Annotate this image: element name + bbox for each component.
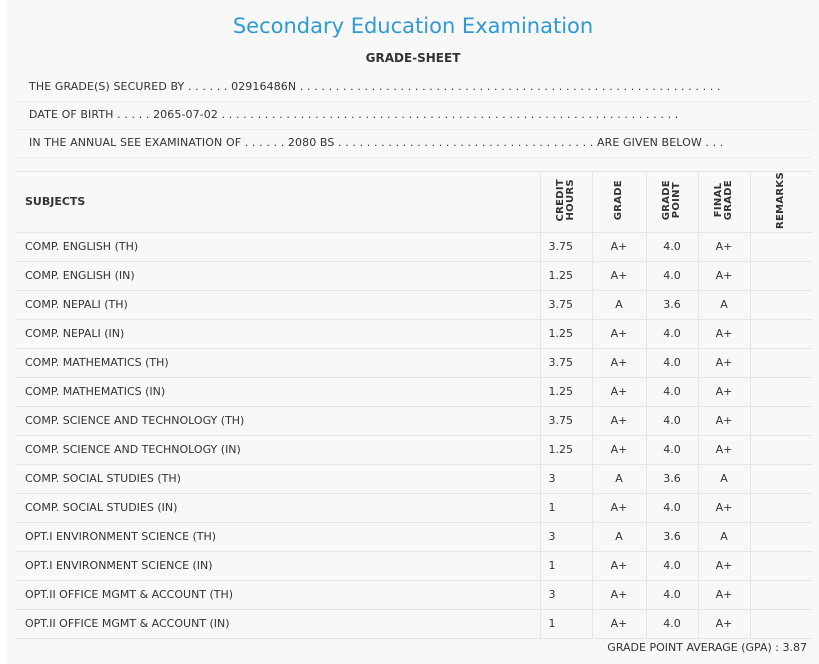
- grade-cell: A+: [592, 348, 646, 377]
- subject-cell: COMP. ENGLISH (IN): [15, 261, 540, 290]
- grade-cell: A+: [592, 319, 646, 348]
- final-grade-cell: A: [698, 522, 750, 551]
- grade-cell: A+: [592, 609, 646, 638]
- grade-point-cell: 4.0: [646, 261, 698, 290]
- remarks-cell: [750, 464, 812, 493]
- grade-cell: A+: [592, 551, 646, 580]
- remarks-cell: [750, 290, 812, 319]
- grade-point-cell: 4.0: [646, 551, 698, 580]
- divider: [15, 129, 812, 130]
- subject-cell: COMP. SOCIAL STUDIES (IN): [15, 493, 540, 522]
- subject-cell: COMP. SOCIAL STUDIES (TH): [15, 464, 540, 493]
- credit-hours-cell: 1.25: [540, 377, 592, 406]
- remarks-cell: [750, 377, 812, 406]
- header-gp-point-text: POINT: [671, 182, 682, 219]
- grade-point-cell: 4.0: [646, 609, 698, 638]
- table-row: [15, 435, 812, 464]
- grade-cell: A: [592, 464, 646, 493]
- header-hours-text: HOURS: [565, 179, 576, 222]
- table-row: [15, 551, 812, 580]
- subject-cell: COMP. NEPALI (IN): [15, 319, 540, 348]
- grade-cell: A+: [592, 406, 646, 435]
- grades-table: [15, 171, 812, 639]
- grade-point-cell: 4.0: [646, 377, 698, 406]
- divider: [15, 157, 812, 158]
- grade-cell: A+: [592, 232, 646, 261]
- final-grade-cell: A+: [698, 377, 750, 406]
- subject-cell: OPT.I ENVIRONMENT SCIENCE (IN): [15, 551, 540, 580]
- subject-cell: COMP. MATHEMATICS (TH): [15, 348, 540, 377]
- final-grade-cell: A+: [698, 609, 750, 638]
- grade-point-cell: 3.6: [646, 464, 698, 493]
- final-grade-cell: A: [698, 290, 750, 319]
- header-gp-grade-text: GRADE: [661, 180, 672, 221]
- subject-cell: OPT.I ENVIRONMENT SCIENCE (TH): [15, 522, 540, 551]
- table-header-row: [15, 172, 812, 233]
- table-row: [15, 232, 812, 261]
- remarks-cell: [750, 261, 812, 290]
- final-grade-cell: A+: [698, 261, 750, 290]
- table-row: [15, 261, 812, 290]
- credit-hours-cell: 3.75: [540, 290, 592, 319]
- credit-hours-cell: 1.25: [540, 319, 592, 348]
- date-of-birth-line: DATE OF BIRTH . . . . . 2065-07-02 . . . . . . . . . . . . . . . . . . . . . . . . . . . . . . . . . . . . . . . . . . . . . . . . . . . . . . . . . . . . . . . .: [29, 108, 679, 121]
- grade-point-cell: 4.0: [646, 348, 698, 377]
- grade-cell: A: [592, 522, 646, 551]
- credit-hours-cell: 3: [540, 464, 592, 493]
- header-grade-point: [646, 172, 698, 233]
- credit-hours-cell: 1: [540, 551, 592, 580]
- secured-by-line: THE GRADE(S) SECURED BY . . . . . . 02916486N . . . . . . . . . . . . . . . . . . . . . . . . . . . . . . . . . . . . . . . . . . . . . . . . . . . . . . . . . . .: [29, 80, 721, 93]
- table-row: [15, 319, 812, 348]
- grade-point-cell: 3.6: [646, 290, 698, 319]
- credit-hours-cell: 3.75: [540, 406, 592, 435]
- header-subjects: SUBJECTS: [15, 172, 540, 233]
- final-grade-cell: A+: [698, 551, 750, 580]
- credit-hours-cell: 1: [540, 493, 592, 522]
- remarks-cell: [750, 319, 812, 348]
- grade-cell: A+: [592, 261, 646, 290]
- subject-cell: COMP. SCIENCE AND TECHNOLOGY (IN): [15, 435, 540, 464]
- grade-point-cell: 4.0: [646, 493, 698, 522]
- table-row: [15, 348, 812, 377]
- header-final-grade-text: GRADE: [723, 180, 734, 221]
- remarks-cell: [750, 232, 812, 261]
- table-row: [15, 580, 812, 609]
- final-grade-cell: A+: [698, 435, 750, 464]
- grade-cell: A+: [592, 580, 646, 609]
- final-grade-cell: A: [698, 464, 750, 493]
- remarks-cell: [750, 609, 812, 638]
- divider: [15, 101, 812, 102]
- remarks-cell: [750, 406, 812, 435]
- table-row: [15, 522, 812, 551]
- subject-cell: COMP. MATHEMATICS (IN): [15, 377, 540, 406]
- grade-cell: A+: [592, 493, 646, 522]
- table-row: [15, 406, 812, 435]
- final-grade-cell: A+: [698, 406, 750, 435]
- table-row: [15, 464, 812, 493]
- remarks-cell: [750, 493, 812, 522]
- grade-point-cell: 4.0: [646, 406, 698, 435]
- page-title: Secondary Education Examination: [232, 14, 594, 38]
- subject-cell: COMP. NEPALI (TH): [15, 290, 540, 319]
- header-final-text: FINAL: [713, 183, 724, 218]
- grade-point-cell: 4.0: [646, 435, 698, 464]
- final-grade-cell: A+: [698, 580, 750, 609]
- credit-hours-cell: 3: [540, 580, 592, 609]
- remarks-cell: [750, 435, 812, 464]
- grade-cell: A+: [592, 377, 646, 406]
- page-subtitle: GRADE-SHEET: [365, 51, 461, 65]
- table-row: [15, 377, 812, 406]
- subject-cell: COMP. SCIENCE AND TECHNOLOGY (TH): [15, 406, 540, 435]
- credit-hours-cell: 3.75: [540, 232, 592, 261]
- credit-hours-cell: 1: [540, 609, 592, 638]
- grade-point-cell: 3.6: [646, 522, 698, 551]
- table-row: [15, 493, 812, 522]
- header-final-grade: [698, 172, 750, 233]
- header-grade-text: GRADE: [613, 180, 624, 221]
- credit-hours-cell: 1.25: [540, 435, 592, 464]
- header-remarks: [750, 172, 812, 233]
- remarks-cell: [750, 580, 812, 609]
- grade-cell: A+: [592, 435, 646, 464]
- grade-point-cell: 4.0: [646, 232, 698, 261]
- table-row: [15, 609, 812, 638]
- exam-line: IN THE ANNUAL SEE EXAMINATION OF . . . . . . 2080 BS . . . . . . . . . . . . . . . . . . . . . . . . . . . . . . . . . . . . ARE GIVEN BELOW . . .: [29, 136, 724, 149]
- subject-cell: COMP. ENGLISH (TH): [15, 232, 540, 261]
- final-grade-cell: A+: [698, 319, 750, 348]
- header-credit-hours: [540, 172, 592, 233]
- grade-point-cell: 4.0: [646, 319, 698, 348]
- credit-hours-cell: 1.25: [540, 261, 592, 290]
- table-row: [15, 290, 812, 319]
- subject-cell: OPT.II OFFICE MGMT & ACCOUNT (TH): [15, 580, 540, 609]
- gpa-summary: GRADE POINT AVERAGE (GPA) : 3.87: [607, 641, 807, 654]
- subject-cell: OPT.II OFFICE MGMT & ACCOUNT (IN): [15, 609, 540, 638]
- credit-hours-cell: 3.75: [540, 348, 592, 377]
- remarks-cell: [750, 348, 812, 377]
- final-grade-cell: A+: [698, 493, 750, 522]
- final-grade-cell: A+: [698, 348, 750, 377]
- credit-hours-cell: 3: [540, 522, 592, 551]
- final-grade-cell: A+: [698, 232, 750, 261]
- header-remarks-text: REMARKS: [775, 172, 787, 229]
- header-credit-text: CREDIT: [555, 179, 566, 222]
- remarks-cell: [750, 551, 812, 580]
- grade-point-cell: 4.0: [646, 580, 698, 609]
- grade-sheet: [7, 0, 819, 664]
- grade-cell: A: [592, 290, 646, 319]
- header-grade: [592, 172, 646, 233]
- remarks-cell: [750, 522, 812, 551]
